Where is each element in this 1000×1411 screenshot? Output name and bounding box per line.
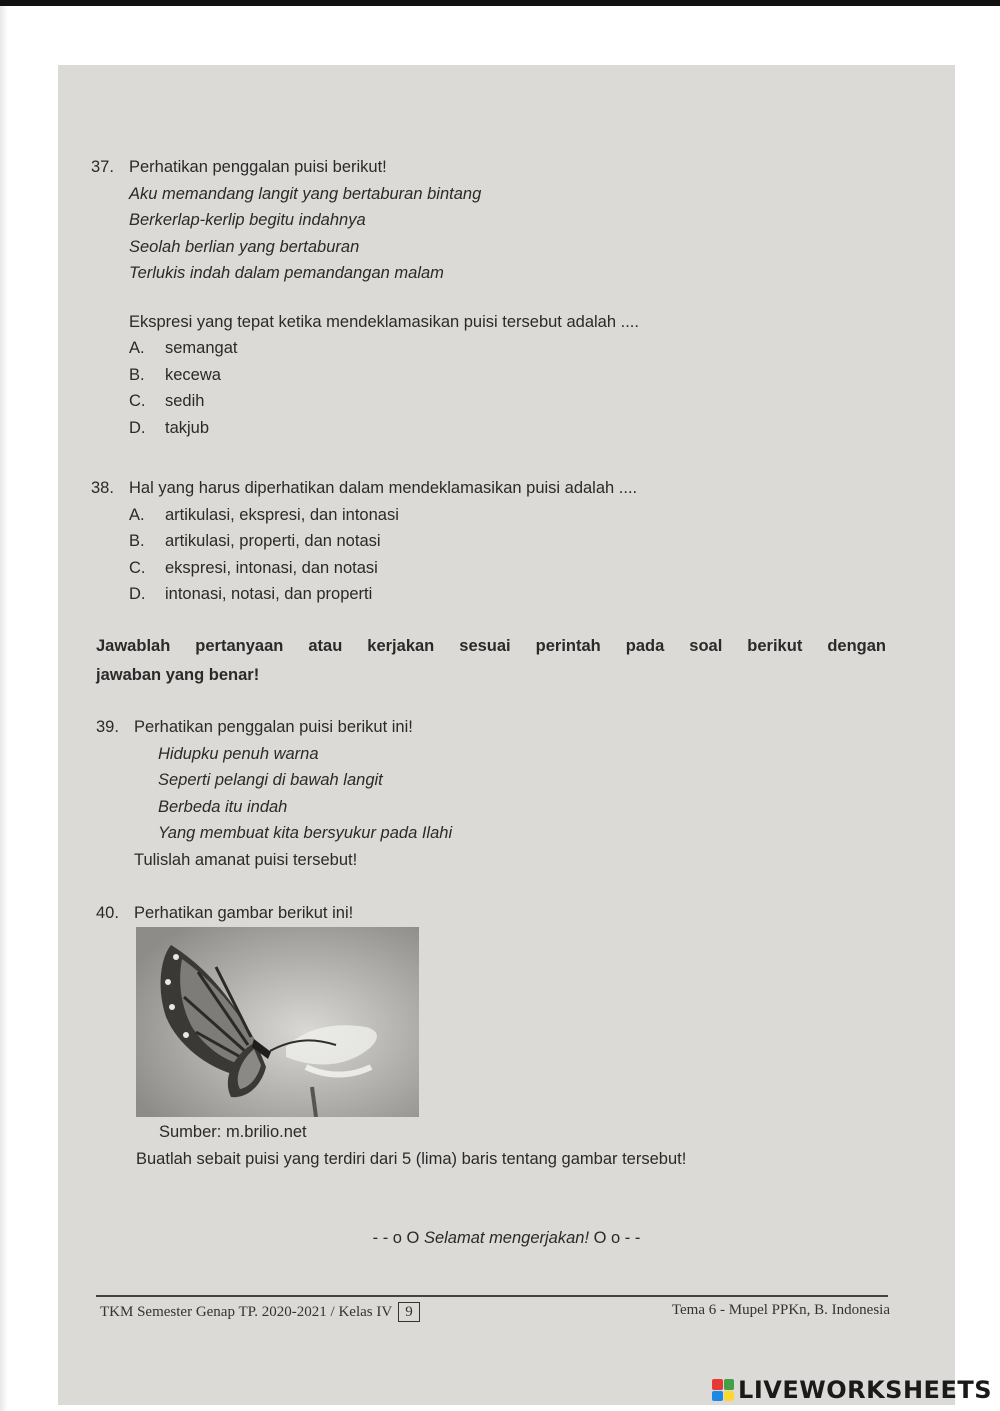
- options-list: [129, 335, 891, 441]
- question-37: [91, 154, 891, 441]
- poem-line: Seolah berlian yang bertaburan: [129, 237, 360, 256]
- top-border: [0, 0, 1000, 6]
- option-c[interactable]: C. sedih: [129, 392, 205, 410]
- poem-line: Seperti pelangi di bawah langit: [158, 771, 383, 789]
- option-b[interactable]: B. kecewa: [129, 365, 221, 384]
- footer-left: TKM Semester Genap TP. 2020-2021 / Kelas IV 9: [100, 1302, 420, 1322]
- section-instruction: [96, 632, 886, 690]
- option-c[interactable]: C. ekspresi, intonasi, dan notasi: [129, 558, 378, 577]
- option-d[interactable]: D. intonasi, notasi, dan properti: [129, 585, 373, 603]
- liveworksheets-brand[interactable]: [712, 1375, 992, 1405]
- question-stem: Perhatikan penggalan puisi berikut!: [129, 158, 387, 176]
- poem-excerpt: [129, 181, 891, 287]
- logo-square: [724, 1379, 735, 1390]
- logo-square: [712, 1391, 723, 1402]
- question-number: 40.: [96, 904, 119, 922]
- poem-excerpt: [158, 741, 886, 847]
- image-source: Sumber: m.brilio.net: [159, 1123, 307, 1141]
- left-edge-shadow: [0, 6, 8, 1411]
- poem-line: Hidupku penuh warna: [158, 744, 319, 763]
- instruction-line-1: Jawablah pertanyaan atau kerjakan sesuai perintah pada soal berikut dengan: [96, 637, 886, 655]
- poem-line: Yang membuat kita bersyukur pada Ilahi: [158, 824, 453, 842]
- question-task: Buatlah sebait puisi yang terdiri dari 5 (lima) baris tentang gambar tersebut!: [136, 1150, 687, 1168]
- question-number: 37.: [91, 158, 114, 176]
- poem-line: Terlukis indah dalam pemandangan malam: [129, 264, 444, 282]
- butterfly-photo: [136, 927, 419, 1117]
- question-number: 39.: [96, 718, 119, 736]
- question-text: Ekspresi yang tepat ketika mendeklamasikan puisi tersebut adalah ....: [129, 312, 639, 331]
- poem-line: Aku memandang langit yang bertaburan bintang: [129, 184, 482, 203]
- option-a[interactable]: A. artikulasi, ekspresi, dan intonasi: [129, 505, 399, 524]
- question-38: [91, 475, 891, 608]
- option-b[interactable]: B. artikulasi, properti, dan notasi: [129, 532, 381, 550]
- option-d[interactable]: D. takjub: [129, 418, 210, 437]
- logo-square: [712, 1379, 723, 1390]
- footer-right: Tema 6 - Mupel PPKn, B. Indonesia: [671, 1302, 890, 1318]
- question-task: Tulislah amanat puisi tersebut!: [134, 850, 358, 869]
- option-a[interactable]: A. semangat: [129, 339, 238, 357]
- closing-message: - - o O Selamat mengerjakan! O o - -: [372, 1229, 641, 1247]
- question-stem: Hal yang harus diperhatikan dalam mendeklamasikan puisi adalah ....: [129, 479, 638, 497]
- question-40: [96, 900, 886, 927]
- liveworksheets-logo-icon: [712, 1379, 734, 1401]
- options-list: [129, 502, 891, 608]
- poem-line: Berbeda itu indah: [158, 797, 288, 816]
- worksheet-page: [58, 65, 955, 1405]
- instruction-line-2: jawaban yang benar!: [96, 666, 260, 684]
- question-39: [96, 714, 886, 873]
- page-number: 9: [398, 1302, 420, 1322]
- question-stem: Perhatikan penggalan puisi berikut ini!: [134, 718, 413, 736]
- question-number: 38.: [91, 479, 114, 497]
- poem-line: Berkerlap-kerlip begitu indahnya: [129, 211, 366, 229]
- brand-name: LIVEWORKSHEETS: [738, 1376, 992, 1404]
- footer-rule: [96, 1295, 888, 1297]
- question-stem: Perhatikan gambar berikut ini!: [134, 904, 354, 922]
- butterfly-illustration: [136, 927, 419, 1117]
- logo-square: [724, 1391, 735, 1402]
